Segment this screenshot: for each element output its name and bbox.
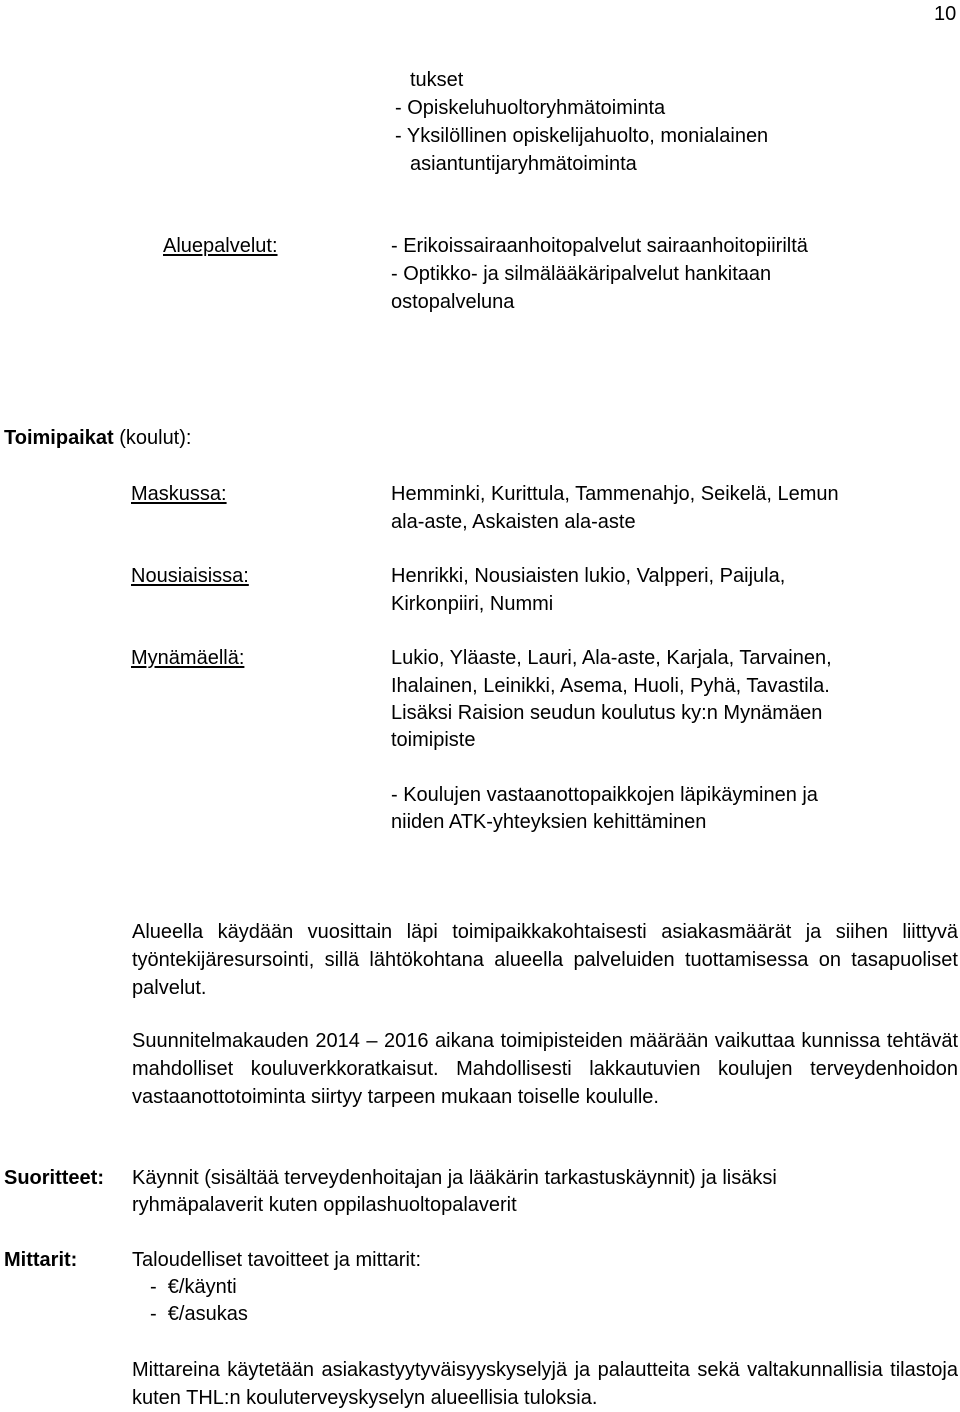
maskussa-line-1: Hemminki, Kurittula, Tammenahjo, Seikelä, Lemun — [391, 483, 839, 505]
top-line-1: tukset — [410, 69, 464, 91]
nousiaisissa-label: Nousiaisissa: — [131, 565, 249, 587]
top-line-3: - Yksilöllinen opiskelijahuolto, monialainen — [395, 125, 769, 147]
suoritteet-line-1: Käynnit (sisältää terveydenhoitajan ja lääkärin tarkastuskäynnit) ja lisäksi — [132, 1167, 777, 1189]
mittarit-heading: Taloudelliset tavoitteet ja mittarit: — [132, 1249, 422, 1271]
top-line-2: - Opiskeluhuoltoryhmätoiminta — [395, 97, 666, 119]
suoritteet-label: Suoritteet: — [4, 1167, 104, 1189]
mynamaella-line-2: Ihalainen, Leinikki, Asema, Huoli, Pyhä, Tavastila. — [391, 675, 830, 697]
paragraph-suunnitelmakausi: Suunnitelmakauden 2014 – 2016 aikana toimipisteiden määrään vaikuttaa kunnissa tehtävät mahdolliset kouluverkkoratkaisut. Mahdollisesti lakkautuvien koulujen terveydenhoidon vastaanottotoiminta siirtyy tarpeen mukaan toiselle koululle. — [132, 1030, 958, 1108]
toimipaikat-heading-rest: (koulut): — [113, 427, 192, 449]
nousiaisissa-line-2: Kirkonpiiri, Nummi — [391, 593, 554, 615]
mynamaella-line-4: toimipiste — [391, 729, 476, 751]
suoritteet-line-2: ryhmäpalaverit kuten oppilashuoltopalaverit — [132, 1194, 517, 1216]
maskussa-line-2: ala-aste, Askaisten ala-aste — [391, 511, 636, 533]
mynamaella-line-1: Lukio, Yläaste, Lauri, Ala-aste, Karjala, Tarvainen, — [391, 647, 832, 669]
paragraph-mittareina: Mittareina käytetään asiakastyytyväisyyskyselyjä ja palautteita sekä valtakunnallisia tilastoja kuten THL:n kouluterveyskyselyn alueellisia tuloksia. — [132, 1359, 958, 1409]
aluepalvelut-line-3: ostopalveluna — [391, 291, 515, 313]
toimipaikat-heading — [4, 424, 191, 452]
nousiaisissa-line-1: Henrikki, Nousiaisten lukio, Valpperi, Paijula, — [391, 565, 786, 587]
top-line-4: asiantuntijaryhmätoiminta — [410, 153, 637, 175]
toimipaikat-heading-bold: Toimipaikat — [4, 427, 114, 449]
aluepalvelut-label: Aluepalvelut: — [163, 235, 278, 257]
development-line-1: - Koulujen vastaanottopaikkojen läpikäyminen ja — [391, 784, 818, 806]
paragraph-alueella: Alueella käydään vuosittain läpi toimipaikkakohtaisesti asiakasmäärät ja siihen liittyvä työntekijäresursointi, sillä lähtökohtana alueella palveluiden tuottamisessa on tasapuoliset palvelut. — [132, 921, 958, 999]
mittarit-item-kaynti: - €/käynti — [150, 1276, 237, 1298]
aluepalvelut-line-2: - Optikko- ja silmälääkäripalvelut hankitaan — [391, 263, 772, 285]
aluepalvelut-line-1: - Erikoissairaanhoitopalvelut sairaanhoitopiiriltä — [391, 235, 808, 257]
mittarit-label: Mittarit: — [4, 1249, 78, 1271]
development-line-2: niiden ATK-yhteyksien kehittäminen — [391, 811, 707, 833]
mynamaella-line-3: Lisäksi Raision seudun koulutus ky:n Mynämäen — [391, 702, 823, 724]
page-number: 10 — [934, 3, 957, 25]
maskussa-label: Maskussa: — [131, 483, 227, 505]
mittarit-item-asukas: - €/asukas — [150, 1303, 248, 1325]
mynamaella-label: Mynämäellä: — [131, 647, 245, 669]
